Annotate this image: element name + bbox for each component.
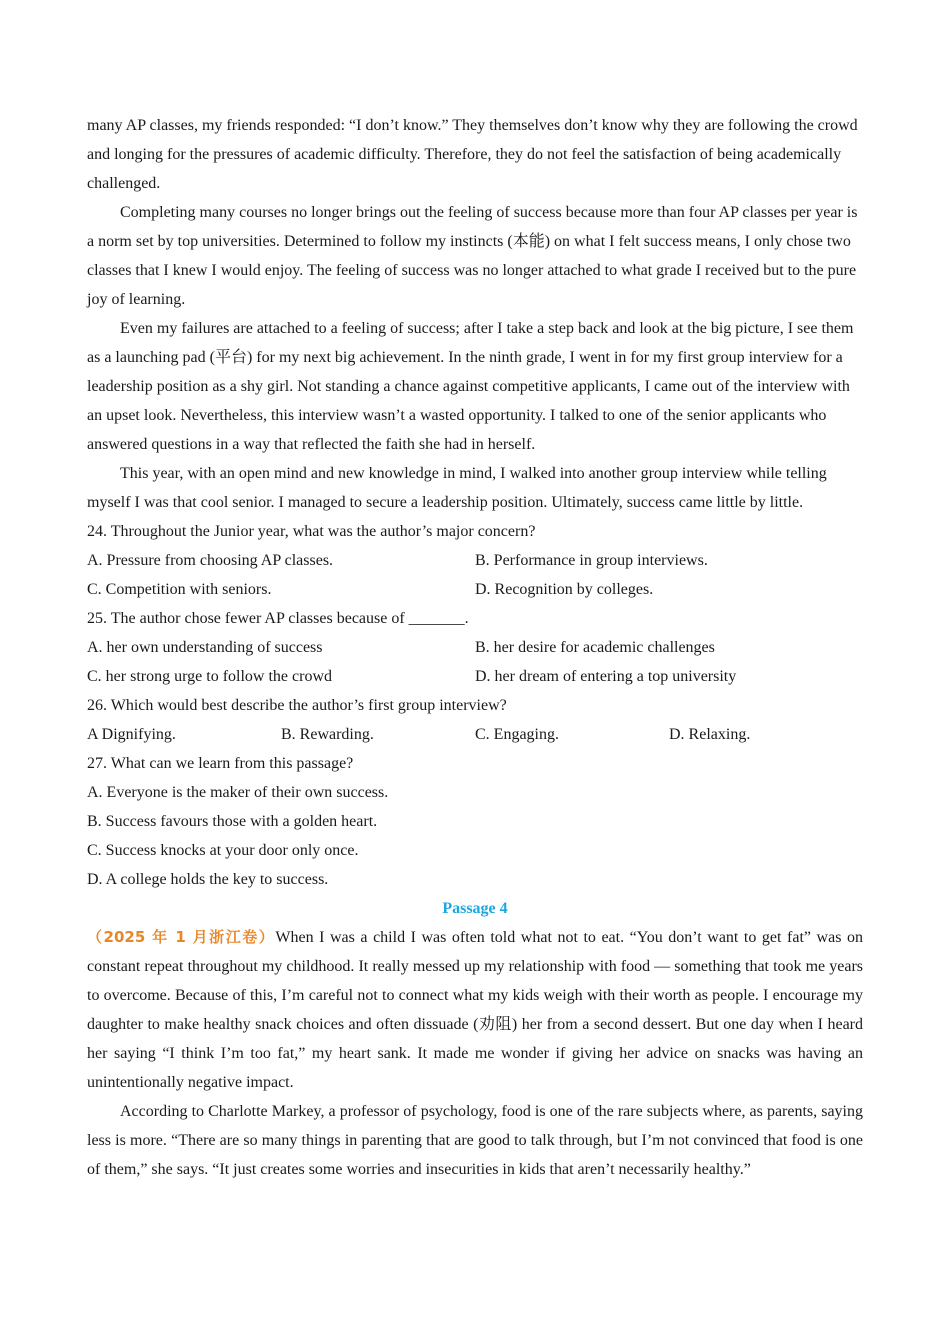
option-row (87, 662, 863, 691)
option: B. her desire for academic challenges (475, 639, 715, 656)
paragraph: According to Charlotte Markey, a professor of psychology, food is one of the rare subjects where, as parents, saying less is more. “There are so many things in parenting that are good to talk through, but I’m not convinced that food is one of them,” she says. “It just creates some worries and insecurities in kids that aren’t necessarily healthy.” (87, 1103, 863, 1178)
paragraph: many AP classes, my friends responded: “I don’t know.” They themselves don’t know why they are following the crowd and longing for the pressures of academic difficulty. Therefore, they do not feel the satisfaction of being academically challenged. (87, 117, 858, 192)
passage-title: Passage 4 (442, 900, 508, 917)
option: D. Recognition by colleges. (475, 581, 654, 598)
paragraph: This year, with an open mind and new knowledge in mind, I walked into another group interview while telling myself I was that cool senior. I managed to secure a leadership position. Ultimately, success came little by little. (87, 465, 827, 511)
option: A. her own understanding of success (87, 639, 323, 656)
paragraph-text: When I was a child I was often told what not to eat. “You don’t want to get fat” was on constant repeat throughout my childhood. It really messed up my relationship with food — something that took me years to overcome. Because of this, I’m careful not to connect what my kids weigh with their worth as people. I encourage my daughter to make healthy snack choices and often dissuade (劝阻) her from a second dessert. But one day when I heard her saying “I think I’m too fat,” my heart sank. It made me wonder if giving her advice on snacks was having an unintentionally negative impact. (87, 929, 863, 1091)
paragraph (87, 923, 863, 1097)
option-row (87, 720, 863, 749)
question-stem: 27. What can we learn from this passage? (87, 755, 354, 772)
option: A. Everyone is the maker of their own success. (87, 784, 389, 801)
paragraph: Completing many courses no longer brings out the feeling of success because more than four AP classes per year is a norm set by top universities. Determined to follow my instincts (本能) on what I felt success means, I only chose two classes that I knew I would enjoy. The feeling of success was no longer attached to what grade I received but to the pure joy of learning. (87, 204, 858, 308)
option: B. Performance in group interviews. (475, 552, 708, 569)
option: D. A college holds the key to success. (87, 871, 329, 888)
document-page (87, 111, 863, 1184)
question-stem: 26. Which would best describe the author’s first group interview? (87, 697, 507, 714)
option: D. Relaxing. (669, 726, 751, 743)
option-row (87, 575, 863, 604)
question-stem: 25. The author chose fewer AP classes because of _______. (87, 610, 469, 627)
option: C. Success knocks at your door only once. (87, 842, 359, 859)
option: D. her dream of entering a top university (475, 668, 737, 685)
source-label: （2025 年 1 月浙江卷） (87, 928, 276, 946)
option: B. Success favours those with a golden heart. (87, 813, 378, 830)
option: C. Engaging. (475, 726, 559, 743)
question-stem: 24. Throughout the Junior year, what was the author’s major concern? (87, 523, 536, 540)
option-row (87, 546, 863, 575)
option: C. Competition with seniors. (87, 581, 272, 598)
option: A Dignifying. (87, 726, 176, 743)
option-row (87, 633, 863, 662)
option: B. Rewarding. (281, 726, 374, 743)
paragraph: Even my failures are attached to a feeling of success; after I take a step back and look at the big picture, I see them as a launching pad (平台) for my next big achievement. In the ninth grade, I went in for my first group interview for a leadership position as a shy girl. Not standing a chance against competitive applicants, I came out of the interview with an upset look. Nevertheless, this interview wasn’t a wasted opportunity. I talked to one of the senior applicants who answered questions in a way that reflected the faith she had in herself. (87, 320, 854, 453)
option: C. her strong urge to follow the crowd (87, 668, 332, 685)
option: A. Pressure from choosing AP classes. (87, 552, 334, 569)
